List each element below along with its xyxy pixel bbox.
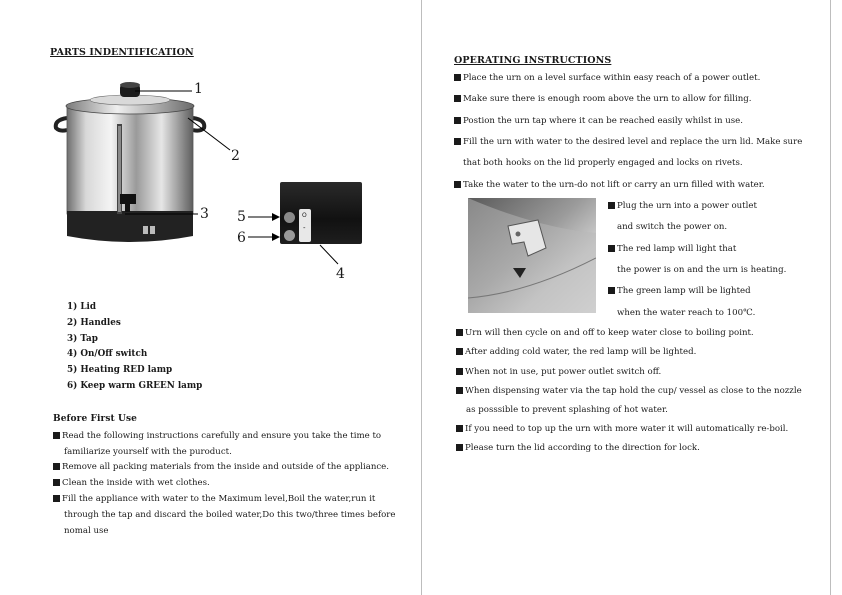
switch-off-symbol: O [302, 212, 307, 219]
before-line-6: through the tap and discard the boiled water,Do this two/three times before [64, 510, 396, 520]
before-heading: Before First Use [53, 414, 137, 424]
bullet-square [454, 117, 461, 124]
part-3: 3) Tap [67, 334, 98, 344]
callout-4: 4 [336, 266, 345, 282]
bullet-square [454, 74, 461, 81]
part-2: 2) Handles [67, 318, 121, 328]
bottom-line-2: After adding cold water, the red lamp will be lighted. [456, 347, 696, 358]
bullet-square [608, 245, 615, 252]
bullet-square [456, 425, 463, 432]
bottom-line-4: When dispensing water via the tap hold the cup/ vessel as close to the nozzle [456, 386, 802, 397]
callout-6: 6 [237, 230, 246, 246]
side-line-4: the power is on and the urn is heating. [617, 265, 787, 275]
lid-hook-photo [468, 198, 596, 313]
side-line-5: The green lamp will be lighted [608, 286, 751, 297]
callout-2: 2 [231, 148, 240, 164]
part-4: 4) On/Off switch [67, 349, 148, 359]
op-line-6: Take the water to the urn-do not lift or carry an urn filled with water. [454, 180, 765, 191]
callout-1: 1 [194, 81, 203, 97]
part-6: 6) Keep warm GREEN lamp [67, 381, 203, 391]
before-line-1: Read the following instructions carefully and ensure you take the time to [53, 431, 381, 442]
op-line-3: Postion the urn tap where it can be reached easily whilst in use. [454, 116, 743, 127]
bottom-line-3: When not in use, put power outlet switch off. [456, 367, 661, 378]
callout-5: 5 [237, 209, 246, 225]
before-line-5: Fill the appliance with water to the Maximum level,Boil the water,run it [53, 494, 375, 505]
bullet-square [456, 444, 463, 451]
bottom-line-6: If you need to top up the urn with more water it will automatically re-boil. [456, 424, 788, 435]
op-line-4: Fill the urn with water to the desired level and replace the urn lid. Make sure [454, 137, 802, 148]
operating-heading: OPERATING INSTRUCTIONS [454, 55, 612, 66]
switch-panel [280, 182, 362, 244]
bottom-line-1: Urn will then cycle on and off to keep water close to boiling point. [456, 328, 754, 339]
side-line-6: when the water reach to 100℃. [617, 308, 756, 318]
bullet-square [53, 432, 60, 439]
right-page [421, 0, 831, 595]
before-line-3: Remove all packing materials from the inside and outside of the appliance. [53, 462, 389, 473]
bullet-square [53, 463, 60, 470]
bullet-square [456, 348, 463, 355]
bullet-square [53, 495, 60, 502]
side-line-3: The red lamp will light that [608, 244, 736, 255]
bullet-square [456, 329, 463, 336]
callout-lines [0, 0, 421, 300]
op-line-5: that both hooks on the lid properly engaged and locks on rivets. [463, 158, 743, 168]
bottom-line-5: as posssible to prevent splashing of hot water. [466, 405, 668, 415]
before-line-2: familiarize yourself with the puroduct. [64, 447, 232, 457]
part-5: 5) Heating RED lamp [67, 365, 173, 375]
bullet-square [608, 287, 615, 294]
before-line-4: Clean the inside with wet clothes. [53, 478, 210, 489]
parts-heading: PARTS INDENTIFICATION [50, 47, 194, 58]
op-line-2: Make sure there is enough room above the urn to allow for filling. [454, 94, 752, 105]
green-lamp [284, 230, 295, 241]
on-off-switch[interactable] [299, 209, 311, 242]
callout-3: 3 [200, 206, 209, 222]
bullet-square [454, 181, 461, 188]
bullet-square [53, 479, 60, 486]
bullet-square [454, 138, 461, 145]
bullet-square [608, 202, 615, 209]
before-line-7: nomal use [64, 526, 109, 536]
side-line-2: and switch the power on. [617, 222, 728, 232]
switch-on-symbol: - [303, 224, 306, 232]
bottom-line-7: Please turn the lid according to the direction for lock. [456, 443, 700, 454]
bullet-square [456, 368, 463, 375]
side-line-1: Plug the urn into a power outlet [608, 201, 757, 212]
bullet-square [454, 95, 461, 102]
bullet-square [456, 387, 463, 394]
part-1: 1) Lid [67, 302, 97, 312]
op-line-1: Place the urn on a level surface within easy reach of a power outlet. [454, 73, 760, 84]
red-lamp [284, 212, 295, 223]
